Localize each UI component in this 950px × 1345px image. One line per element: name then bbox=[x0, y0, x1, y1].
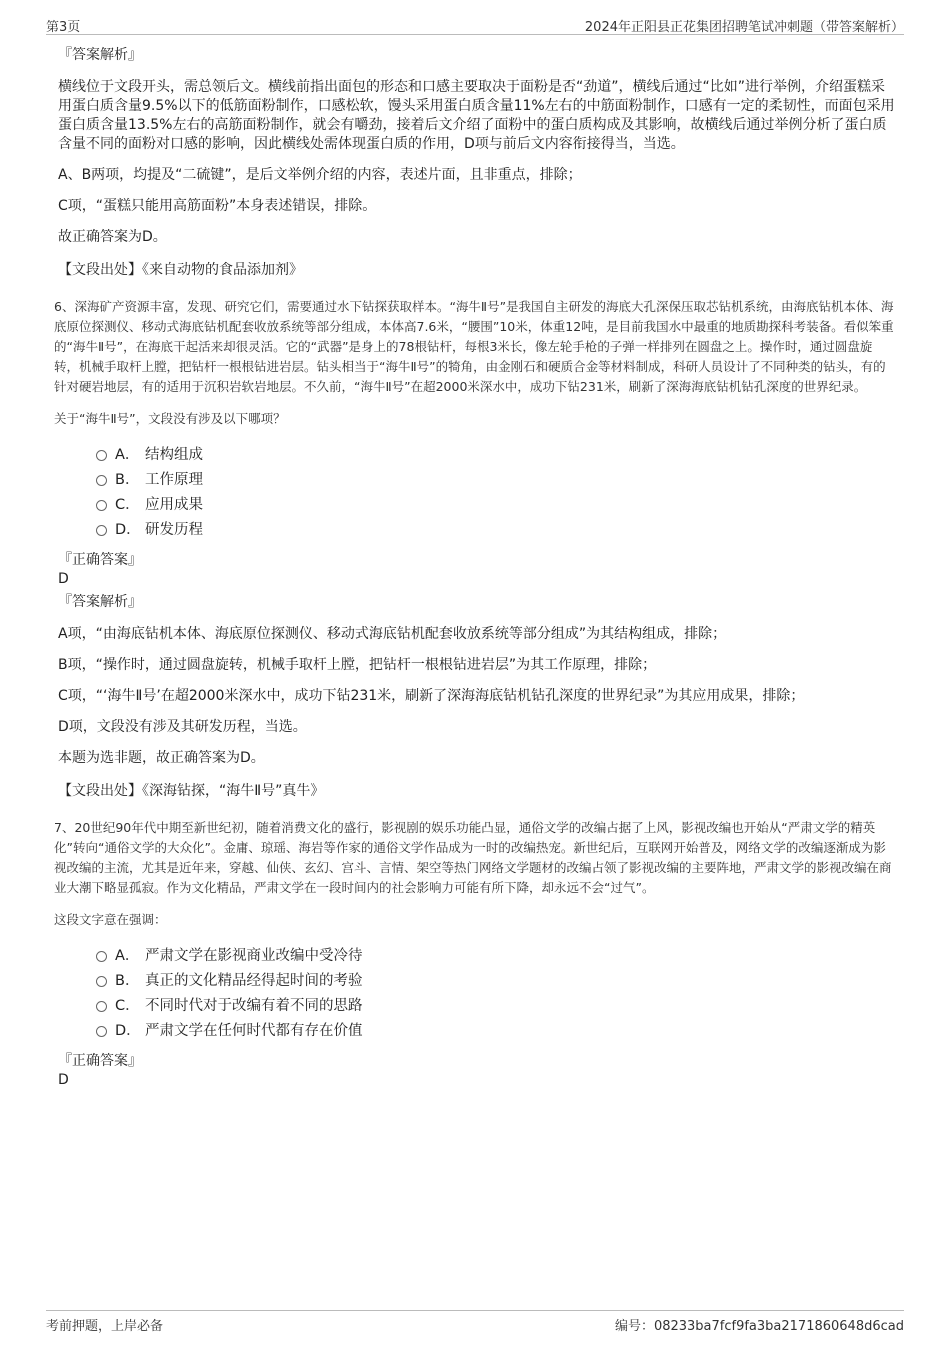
option-text: 结构组成 bbox=[145, 447, 203, 463]
option-a[interactable] bbox=[96, 942, 896, 967]
document-id: 编号：08233ba7fcf9fa3ba2171860648d6cad bbox=[614, 1319, 904, 1334]
option-text: 研发历程 bbox=[145, 522, 203, 538]
option-text: 应用成果 bbox=[145, 497, 203, 513]
analysis-paragraph: D项，文段没有涉及其研发历程，当选。 bbox=[58, 719, 307, 735]
option-b[interactable] bbox=[96, 967, 896, 992]
option-d[interactable] bbox=[96, 516, 896, 541]
option-letter: A． bbox=[115, 948, 140, 964]
option-c[interactable] bbox=[96, 491, 896, 516]
radio-icon[interactable] bbox=[96, 951, 107, 962]
question-6-prompt: 关于“海牛Ⅱ号”，文段没有涉及以下哪项？ bbox=[54, 411, 286, 426]
analysis-paragraph: 本题为选非题，故正确答案为D。 bbox=[58, 750, 265, 766]
page-content bbox=[56, 44, 896, 1092]
analysis-paragraph: A项，“由海底钻机本体、海底原位探测仪、移动式海底钻机配套收放系统等部分组成”为其结构组成，排除； bbox=[58, 626, 727, 642]
option-text: 严肃文学在任何时代都有存在价值 bbox=[145, 1023, 363, 1039]
option-text: 真正的文化精品经得起时间的考验 bbox=[145, 973, 363, 989]
page-number: 第3页 bbox=[46, 20, 81, 35]
option-letter: A． bbox=[115, 447, 140, 463]
radio-icon[interactable] bbox=[96, 450, 107, 461]
radio-icon[interactable] bbox=[96, 475, 107, 486]
correct-answer: D bbox=[58, 571, 69, 587]
analysis-paragraph: C项，“蛋糕只能用高筋面粉”本身表述错误，排除。 bbox=[58, 198, 377, 214]
question-7-prompt: 这段文字意在强调： bbox=[54, 912, 167, 927]
analysis-label: 『答案解析』 bbox=[58, 594, 142, 610]
radio-icon[interactable] bbox=[96, 1026, 107, 1037]
correct-answer: D bbox=[58, 1072, 69, 1088]
analysis-paragraph: A、B两项，均提及“二硫键”，是后文举例介绍的内容，表述片面，且非重点，排除； bbox=[58, 167, 582, 183]
analysis-paragraph: 故正确答案为D。 bbox=[58, 229, 167, 245]
option-text: 严肃文学在影视商业改编中受冷待 bbox=[145, 948, 363, 964]
option-letter: D． bbox=[115, 522, 141, 538]
page-footer bbox=[46, 1310, 904, 1333]
page-header bbox=[46, 14, 904, 35]
footer-slogan: 考前押题，上岸必备 bbox=[46, 1319, 164, 1334]
question-7-text: 7、20世纪90年代中期至新世纪初，随着消费文化的盛行，影视剧的娱乐功能凸显，通俗文学的改编占据了上风，影视改编也开始从“严肃文学的精英化”转向“通俗文学的大众化”。金庸、琼瑶、海岩等作家的通俗文学作品成为一时的改编热宠。新世纪后，互联网开始普及，网络文学的改编逐渐成为影视改编的主流，尤其是近年来，穿越、仙侠、玄幻、宫斗、言情、架空等热门网络文学题材的改编占领了影视改编的主要阵地，严肃文学的影视改编在商业大潮下略显孤寂。作为文化精品，严肃文学在一段时间内的社会影响力可能有所下降，却永远不会“过气”。 bbox=[54, 820, 892, 895]
option-d[interactable] bbox=[96, 1017, 896, 1042]
radio-icon[interactable] bbox=[96, 976, 107, 987]
question-6-options bbox=[96, 441, 896, 541]
analysis-paragraph: 横线位于文段开头，需总领后文。横线前指出面包的形态和口感主要取决于面粉是否“劲道”，横线后通过“比如”进行举例，介绍蛋糕采用蛋白质含量9.5%以下的低筋面粉制作，口感松软，馒头采用蛋白质含量11%左右的中筋面粉制作，口感有一定的柔韧性，而面包采用蛋白质含量13.5%左右的高筋面粉制作，就会有嚼劲，接着后文介绍了面粉中的蛋白质构成及其影响，故横线后通过举例分析了蛋白质含量不同的面粉对口感的影响，因此横线处需体现蛋白质的作用，D项与前后文内容衔接得当，当选。 bbox=[58, 79, 895, 152]
analysis-paragraph: B项，“操作时，通过圆盘旋转，机械手取杆上膛，把钻杆一根根钻进岩层”为其工作原理，排除； bbox=[58, 657, 657, 673]
option-c[interactable] bbox=[96, 992, 896, 1017]
correct-answer-label: 『正确答案』 bbox=[58, 1053, 142, 1069]
radio-icon[interactable] bbox=[96, 1001, 107, 1012]
option-letter: C． bbox=[115, 497, 140, 513]
option-a[interactable] bbox=[96, 441, 896, 466]
analysis-label: 『答案解析』 bbox=[58, 47, 142, 63]
option-letter: C． bbox=[115, 998, 140, 1014]
option-letter: B． bbox=[115, 973, 140, 989]
text-source: 【文段出处】《来自动物的食品添加剂》 bbox=[58, 262, 303, 278]
option-letter: D． bbox=[115, 1023, 141, 1039]
question-7-options bbox=[96, 942, 896, 1042]
document-title: 2024年正阳县正花集团招聘笔试冲刺题（带答案解析） bbox=[584, 20, 904, 35]
question-6-text: 6、深海矿产资源丰富，发现、研究它们，需要通过水下钻探获取样本。“海牛Ⅱ号”是我国自主研发的海底大孔深保压取芯钻机系统，由海底钻机本体、海底原位探测仪、移动式海底钻机配套收放系统等部分组成，本体高7.6米，“腰围”10米，体重12吨，是目前我国水中最重的地质勘探科考装备。看似笨重的“海牛Ⅱ号”，在海底干起活来却很灵活。它的“武器”是身上的78根钻杆，每根3米长，像左轮手枪的子弹一样排列在圆盘之上。操作时，通过圆盘旋转，机械手取杆上膛，把钻杆一根根钻进岩层。钻头相当于“海牛Ⅱ号”的犄角，由金刚石和硬质合金等材料制成，科研人员设计了不同种类的钻头，有的针对硬岩地层，有的适用于沉积岩软岩地层。不久前，“海牛Ⅱ号”在超2000米深水中，成功下钻231米，刷新了深海海底钻机钻孔深度的世界纪录。 bbox=[54, 299, 894, 394]
radio-icon[interactable] bbox=[96, 500, 107, 511]
correct-answer-label: 『正确答案』 bbox=[58, 552, 142, 568]
analysis-paragraph: C项，“‘海牛Ⅱ号’在超2000米深水中，成功下钻231米，刷新了深海海底钻机钻孔深度的世界纪录”为其应用成果，排除； bbox=[58, 688, 805, 704]
text-source: 【文段出处】《深海钻探，“海牛Ⅱ号”真牛》 bbox=[58, 783, 325, 799]
option-letter: B． bbox=[115, 472, 140, 488]
option-text: 不同时代对于改编有着不同的思路 bbox=[145, 998, 363, 1014]
option-text: 工作原理 bbox=[145, 472, 203, 488]
option-b[interactable] bbox=[96, 466, 896, 491]
radio-icon[interactable] bbox=[96, 525, 107, 536]
